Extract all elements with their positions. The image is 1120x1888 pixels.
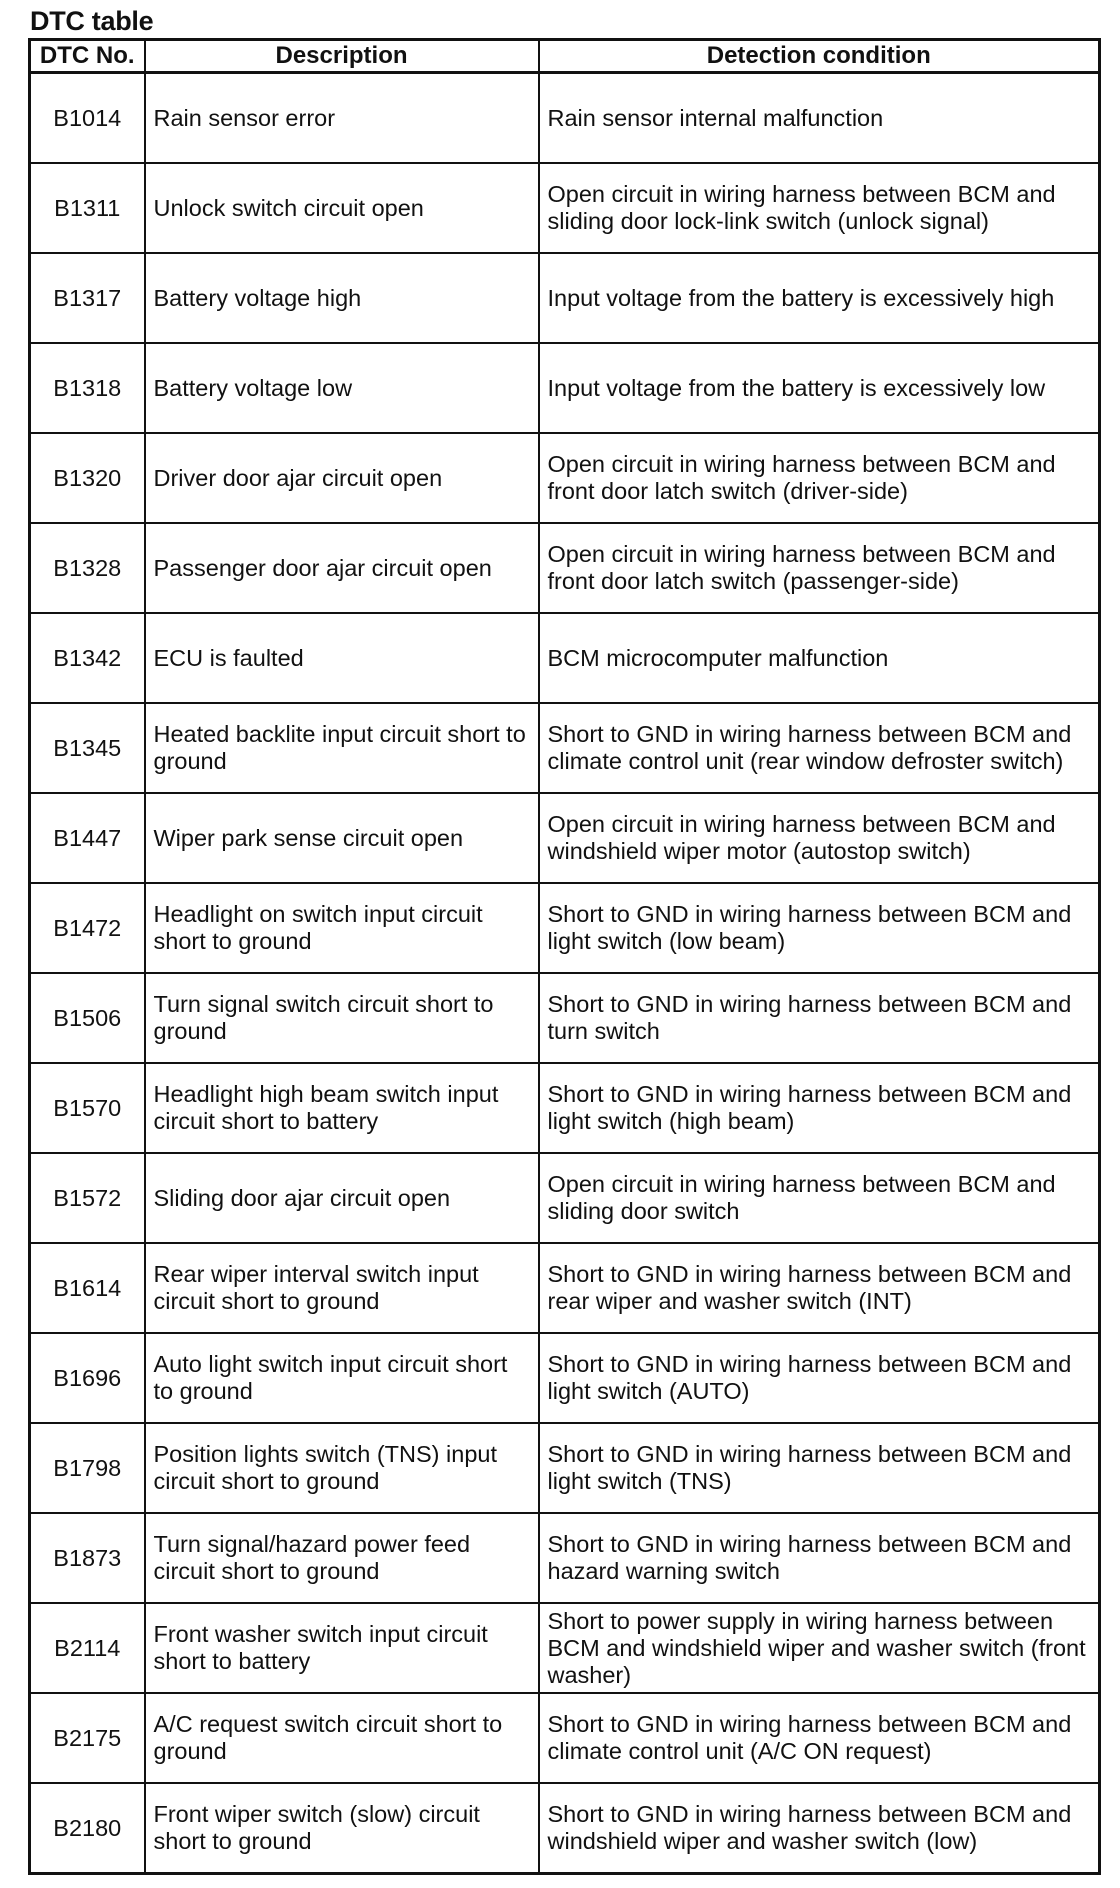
description-cell: Rear wiper interval switch input circuit short to ground [145, 1243, 539, 1333]
dtc-code-cell: B1345 [30, 703, 145, 793]
description-cell: Headlight high beam switch input circuit short to battery [145, 1063, 539, 1153]
table-row [30, 73, 1100, 164]
table-row [30, 1063, 1100, 1153]
table-row [30, 1783, 1100, 1874]
detection-condition-cell: Short to GND in wiring harness between BCM and hazard warning switch [539, 1513, 1100, 1603]
dtc-code-cell: B1506 [30, 973, 145, 1063]
table-header-row [30, 40, 1100, 73]
table-row [30, 1243, 1100, 1333]
detection-condition-cell: Open circuit in wiring harness between BCM and windshield wiper motor (autostop switch) [539, 793, 1100, 883]
dtc-code-cell: B1572 [30, 1153, 145, 1243]
description-cell: Battery voltage high [145, 253, 539, 343]
detection-condition-cell: Short to GND in wiring harness between BCM and climate control unit (A/C ON request) [539, 1693, 1100, 1783]
detection-condition-cell: Short to GND in wiring harness between BCM and light switch (high beam) [539, 1063, 1100, 1153]
dtc-table [28, 38, 1101, 1875]
table-row [30, 793, 1100, 883]
table-row [30, 523, 1100, 613]
dtc-code-cell: B1320 [30, 433, 145, 523]
description-cell: ECU is faulted [145, 613, 539, 703]
dtc-code-cell: B2114 [30, 1603, 145, 1693]
table-row [30, 883, 1100, 973]
description-cell: Sliding door ajar circuit open [145, 1153, 539, 1243]
table-row [30, 433, 1100, 523]
description-cell: Unlock switch circuit open [145, 163, 539, 253]
description-cell: Battery voltage low [145, 343, 539, 433]
description-cell: Heated backlite input circuit short to ground [145, 703, 539, 793]
description-cell: Passenger door ajar circuit open [145, 523, 539, 613]
column-header-description: Description [145, 40, 539, 73]
table-row [30, 973, 1100, 1063]
table-row [30, 253, 1100, 343]
dtc-code-cell: B1696 [30, 1333, 145, 1423]
dtc-code-cell: B1614 [30, 1243, 145, 1333]
table-row [30, 1423, 1100, 1513]
column-header-detection-condition: Detection condition [539, 40, 1100, 73]
detection-condition-cell: Open circuit in wiring harness between BCM and front door latch switch (driver-side) [539, 433, 1100, 523]
detection-condition-cell: Short to GND in wiring harness between BCM and rear wiper and washer switch (INT) [539, 1243, 1100, 1333]
table-row [30, 1693, 1100, 1783]
dtc-code-cell: B2180 [30, 1783, 145, 1874]
page-title: DTC table [30, 6, 154, 36]
detection-condition-cell: Rain sensor internal malfunction [539, 73, 1100, 164]
dtc-code-cell: B1318 [30, 343, 145, 433]
table-row [30, 613, 1100, 703]
dtc-code-cell: B1328 [30, 523, 145, 613]
dtc-code-cell: B1873 [30, 1513, 145, 1603]
description-cell: Driver door ajar circuit open [145, 433, 539, 523]
dtc-code-cell: B1472 [30, 883, 145, 973]
detection-condition-cell: Open circuit in wiring harness between BCM and front door latch switch (passenger-side) [539, 523, 1100, 613]
description-cell: Front washer switch input circuit short to battery [145, 1603, 539, 1693]
detection-condition-cell: Short to power supply in wiring harness between BCM and windshield wiper and washer switch (front washer) [539, 1603, 1100, 1693]
table-body [30, 73, 1100, 1874]
detection-condition-cell: Input voltage from the battery is excessively high [539, 253, 1100, 343]
dtc-code-cell: B1342 [30, 613, 145, 703]
dtc-code-cell: B2175 [30, 1693, 145, 1783]
description-cell: Auto light switch input circuit short to ground [145, 1333, 539, 1423]
detection-condition-cell: BCM microcomputer malfunction [539, 613, 1100, 703]
detection-condition-cell: Short to GND in wiring harness between BCM and turn switch [539, 973, 1100, 1063]
description-cell: Headlight on switch input circuit short to ground [145, 883, 539, 973]
description-cell: Front wiper switch (slow) circuit short to ground [145, 1783, 539, 1874]
detection-condition-cell: Short to GND in wiring harness between BCM and light switch (low beam) [539, 883, 1100, 973]
table-row [30, 703, 1100, 793]
detection-condition-cell: Short to GND in wiring harness between BCM and climate control unit (rear window defroster switch) [539, 703, 1100, 793]
dtc-code-cell: B1798 [30, 1423, 145, 1513]
dtc-code-cell: B1447 [30, 793, 145, 883]
description-cell: A/C request switch circuit short to ground [145, 1693, 539, 1783]
table-row [30, 1333, 1100, 1423]
dtc-code-cell: B1311 [30, 163, 145, 253]
description-cell: Turn signal/hazard power feed circuit short to ground [145, 1513, 539, 1603]
dtc-code-cell: B1014 [30, 73, 145, 164]
description-cell: Rain sensor error [145, 73, 539, 164]
description-cell: Position lights switch (TNS) input circuit short to ground [145, 1423, 539, 1513]
table-row [30, 1513, 1100, 1603]
table-row [30, 163, 1100, 253]
detection-condition-cell: Short to GND in wiring harness between BCM and light switch (TNS) [539, 1423, 1100, 1513]
description-cell: Wiper park sense circuit open [145, 793, 539, 883]
detection-condition-cell: Short to GND in wiring harness between BCM and light switch (AUTO) [539, 1333, 1100, 1423]
detection-condition-cell: Open circuit in wiring harness between BCM and sliding door switch [539, 1153, 1100, 1243]
column-header-dtc-no: DTC No. [30, 40, 145, 73]
table-row [30, 343, 1100, 433]
dtc-code-cell: B1317 [30, 253, 145, 343]
table-row [30, 1603, 1100, 1693]
detection-condition-cell: Input voltage from the battery is excessively low [539, 343, 1100, 433]
table-row [30, 1153, 1100, 1243]
detection-condition-cell: Open circuit in wiring harness between BCM and sliding door lock-link switch (unlock signal) [539, 163, 1100, 253]
dtc-code-cell: B1570 [30, 1063, 145, 1153]
description-cell: Turn signal switch circuit short to ground [145, 973, 539, 1063]
detection-condition-cell: Short to GND in wiring harness between BCM and windshield wiper and washer switch (low) [539, 1783, 1100, 1874]
